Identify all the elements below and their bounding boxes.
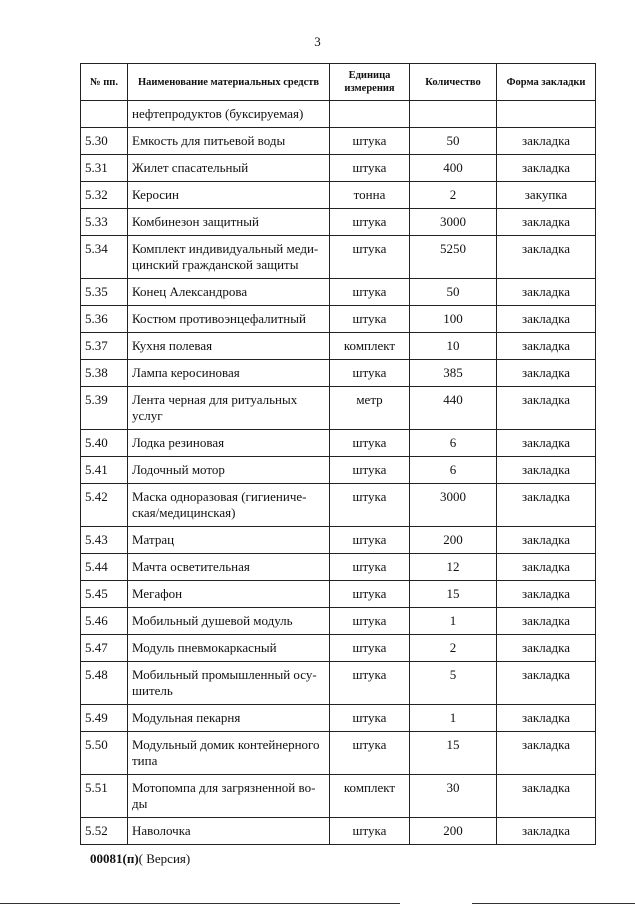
cell-qty: 400: [410, 155, 497, 182]
cell-name: Конец Александрова: [128, 279, 330, 306]
cell-num: 5.35: [81, 279, 128, 306]
cell-qty: 3000: [410, 209, 497, 236]
cell-name: Комплект индивидуальный меди- цинский гражданской защиты: [128, 236, 330, 279]
cell-form: закладка: [497, 333, 596, 360]
header-unit: Единица измерения: [330, 64, 410, 101]
table-row: [81, 306, 596, 333]
cell-unit: штука: [330, 635, 410, 662]
table-row: [81, 457, 596, 484]
table-row: [81, 484, 596, 527]
cell-qty: 5: [410, 662, 497, 705]
cell-qty: 385: [410, 360, 497, 387]
cell-num: 5.39: [81, 387, 128, 430]
table-row: [81, 333, 596, 360]
cell-qty: 200: [410, 818, 497, 845]
cell-num: 5.48: [81, 662, 128, 705]
cell-num: 5.33: [81, 209, 128, 236]
cell-unit: комплект: [330, 333, 410, 360]
table-row: [81, 430, 596, 457]
cell-unit: штука: [330, 306, 410, 333]
cell-num: 5.44: [81, 554, 128, 581]
table-row: [81, 662, 596, 705]
cell-name: Комбинезон защитный: [128, 209, 330, 236]
cell-form: закладка: [497, 279, 596, 306]
cell-qty: 1: [410, 705, 497, 732]
cell-name: Модульный домик контейнерного типа: [128, 732, 330, 775]
header-num: № пп.: [81, 64, 128, 101]
cell-name: Лодочный мотор: [128, 457, 330, 484]
table-row: [81, 279, 596, 306]
cell-qty: 30: [410, 775, 497, 818]
table-row: [81, 705, 596, 732]
cell-name: Мобильный душевой модуль: [128, 608, 330, 635]
cell-num: 5.43: [81, 527, 128, 554]
cell-unit: штука: [330, 457, 410, 484]
cell-name: Емкость для питьевой воды: [128, 128, 330, 155]
cell-qty: 15: [410, 732, 497, 775]
table-row: [81, 387, 596, 430]
cell-name: Матрац: [128, 527, 330, 554]
cell-num: 5.40: [81, 430, 128, 457]
cell-form: закладка: [497, 457, 596, 484]
cell-name: Лампа керосиновая: [128, 360, 330, 387]
cell-qty: 2: [410, 182, 497, 209]
cell-qty: 12: [410, 554, 497, 581]
cell-name: Керосин: [128, 182, 330, 209]
continuation-text: нефтепродуктов (буксируемая): [128, 101, 330, 128]
page-number: 3: [314, 34, 321, 49]
cell-num: 5.46: [81, 608, 128, 635]
cell-name: Жилет спасательный: [128, 155, 330, 182]
cell-form: закладка: [497, 484, 596, 527]
cell-unit: штука: [330, 818, 410, 845]
cell-unit: штука: [330, 662, 410, 705]
cell-unit: штука: [330, 608, 410, 635]
table-row: [81, 608, 596, 635]
cell-form: закладка: [497, 635, 596, 662]
cell-form: закладка: [497, 306, 596, 333]
cell-form: закладка: [497, 818, 596, 845]
cell-form: закладка: [497, 775, 596, 818]
cell-num: 5.52: [81, 818, 128, 845]
cell-qty: 5250: [410, 236, 497, 279]
cell-form: закладка: [497, 581, 596, 608]
cell-unit: штука: [330, 155, 410, 182]
cell-form: закладка: [497, 360, 596, 387]
cell-unit: штука: [330, 128, 410, 155]
cell-name: Лодка резиновая: [128, 430, 330, 457]
table-row: [81, 775, 596, 818]
cell-form: закладка: [497, 128, 596, 155]
cell-unit: штука: [330, 732, 410, 775]
table-row: [81, 635, 596, 662]
table-row: [81, 732, 596, 775]
cell-name: Мачта осветительная: [128, 554, 330, 581]
cell-form: закладка: [497, 430, 596, 457]
cell-qty: 440: [410, 387, 497, 430]
cell-qty: 100: [410, 306, 497, 333]
cell-qty: 1: [410, 608, 497, 635]
cell-form: закладка: [497, 209, 596, 236]
table-row: [81, 209, 596, 236]
cell-name: Мобильный промышленный осу- шитель: [128, 662, 330, 705]
cell-num: 5.30: [81, 128, 128, 155]
cell-qty: 10: [410, 333, 497, 360]
cell-form: закладка: [497, 387, 596, 430]
cell-num: 5.38: [81, 360, 128, 387]
cell-name: Наволочка: [128, 818, 330, 845]
cell-name: Мотопомпа для загрязненной во- ды: [128, 775, 330, 818]
table-row: [81, 155, 596, 182]
footer-version: ( Версия): [138, 851, 191, 866]
cell-unit: штука: [330, 484, 410, 527]
cell-num: 5.32: [81, 182, 128, 209]
cell-num: 5.51: [81, 775, 128, 818]
cell-unit: штука: [330, 430, 410, 457]
table-row: [81, 360, 596, 387]
cell-num: 5.45: [81, 581, 128, 608]
cell-unit: комплект: [330, 775, 410, 818]
cell-name: Кухня полевая: [128, 333, 330, 360]
cell-name: Костюм противоэнцефалитный: [128, 306, 330, 333]
cell-qty: 6: [410, 457, 497, 484]
cell-num: 5.36: [81, 306, 128, 333]
cell-form: закупка: [497, 182, 596, 209]
cell-unit: штука: [330, 554, 410, 581]
header-form: Форма закладки: [497, 64, 596, 101]
cell-unit: штука: [330, 236, 410, 279]
cell-form: закладка: [497, 155, 596, 182]
header-name: Наименование материальных средств: [128, 64, 330, 101]
cell-num: 5.31: [81, 155, 128, 182]
cell-num: 5.47: [81, 635, 128, 662]
cell-qty: 3000: [410, 484, 497, 527]
cell-name: Модуль пневмокаркасный: [128, 635, 330, 662]
cell-name: Лента черная для ритуальных услуг: [128, 387, 330, 430]
header-qty: Количество: [410, 64, 497, 101]
materials-table: [80, 63, 596, 845]
table-row: [81, 818, 596, 845]
cell-form: закладка: [497, 527, 596, 554]
table-row: [81, 236, 596, 279]
table-row: [81, 581, 596, 608]
cell-qty: 2: [410, 635, 497, 662]
cell-name: Модульная пекарня: [128, 705, 330, 732]
cell-unit: штука: [330, 360, 410, 387]
cell-qty: 6: [410, 430, 497, 457]
cell-num: 5.37: [81, 333, 128, 360]
cell-form: закладка: [497, 608, 596, 635]
cell-num: 5.50: [81, 732, 128, 775]
cell-qty: 15: [410, 581, 497, 608]
bottom-rule-left: [0, 903, 400, 904]
cell-unit: штука: [330, 705, 410, 732]
cell-num: 5.42: [81, 484, 128, 527]
cell-unit: штука: [330, 209, 410, 236]
table-row: [81, 554, 596, 581]
cell-form: закладка: [497, 705, 596, 732]
document-footer: [90, 851, 190, 867]
cell-unit: штука: [330, 279, 410, 306]
cell-form: закладка: [497, 732, 596, 775]
table-row: [81, 128, 596, 155]
cell-form: закладка: [497, 236, 596, 279]
bottom-rule-right: [472, 903, 635, 904]
table-header-row: [81, 64, 596, 101]
cell-qty: 50: [410, 279, 497, 306]
cell-unit: штука: [330, 581, 410, 608]
cell-qty: 200: [410, 527, 497, 554]
cell-num: 5.34: [81, 236, 128, 279]
table-row: [81, 182, 596, 209]
cell-form: закладка: [497, 662, 596, 705]
table-row: [81, 527, 596, 554]
cell-form: закладка: [497, 554, 596, 581]
cell-num: 5.49: [81, 705, 128, 732]
cell-qty: 50: [410, 128, 497, 155]
cell-unit: метр: [330, 387, 410, 430]
cell-unit: тонна: [330, 182, 410, 209]
continuation-row: [81, 101, 596, 128]
cell-num: 5.41: [81, 457, 128, 484]
cell-unit: штука: [330, 527, 410, 554]
cell-name: Маска одноразовая (гигиениче- ская/медицинская): [128, 484, 330, 527]
footer-code: 00081(п): [90, 851, 139, 866]
cell-name: Мегафон: [128, 581, 330, 608]
